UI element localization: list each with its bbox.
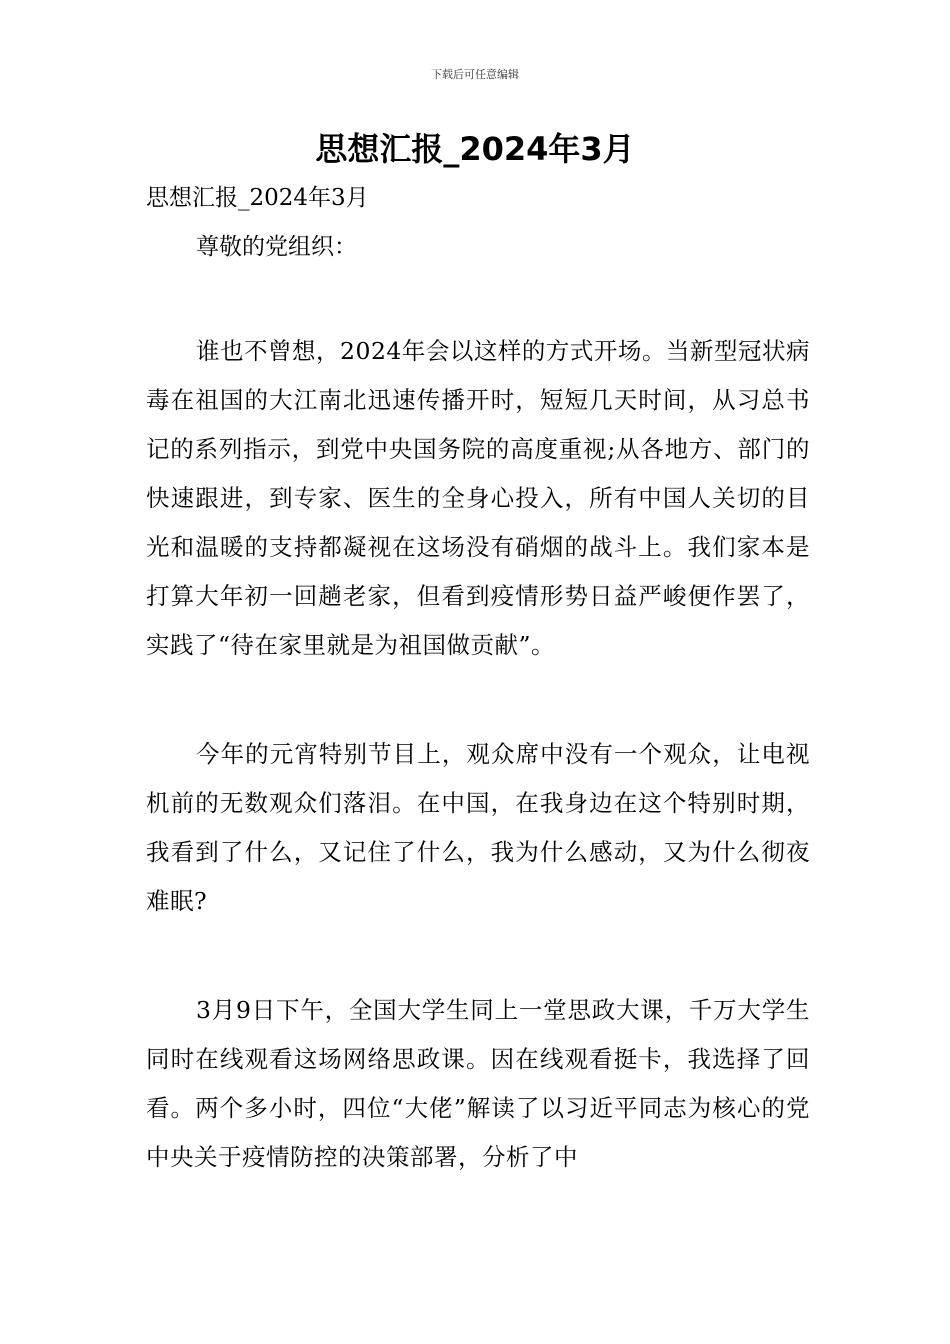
paragraph-2: 今年的元宵特别节目上，观众席中没有一个观众，让电视机前的无数观众们落泪。在中国，在我身边在这个特别时期，我看到了什么，又记住了什么，我为什么感动，又为什么彻夜难眠? [146,740,810,915]
paragraph-3: 3月9日下午，全国大学生同上一堂思政大课，千万大学生同时在线观看这场网络思政课。因在线观看挺卡，我选择了回看。两个多小时，四位“大佬”解读了以习近平同志为核心的党中央关于疫情防控的决策部署，分析了中 [146,996,810,1171]
header-note: 下载后可任意编辑 [431,68,519,81]
document-subtitle: 思想汇报_2024年3月 [146,185,369,211]
paragraph-1: 谁也不曾想，2024年会以这样的方式开场。当新型冠状病毒在祖国的大江南北迅速传播开时，短短几天时间，从习总书记的系列指示，到党中央国务院的高度重视;从各地方、部门的快速跟进，到专家、医生的全身心投入，所有中国人关切的目光和温暖的支持都凝视在这场没有硝烟的战斗上。我们家本是打算大年初一回趟老家，但看到疫情形势日益严峻便作罢了，实践了“待在家里就是为祖国做贡献”。 [146,337,810,659]
greeting: 尊敬的党组织： [196,234,357,260]
document-body [146,178,810,1182]
document-title: 思想汇报_2024年3月 [315,130,635,168]
